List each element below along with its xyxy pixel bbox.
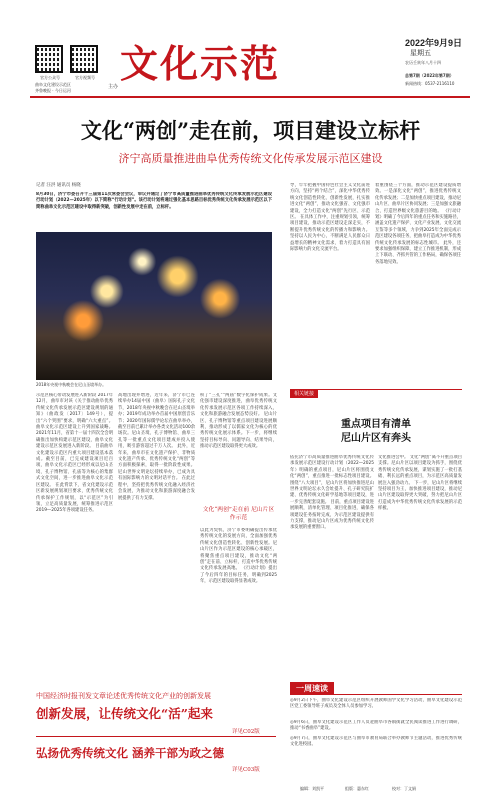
news-hotline: 新闻热线：0537-2116110 [405, 81, 455, 86]
article-column-3a: 积了“三孔”“两庙”数字化保护成果。文化强市建设深度推进，曲阜优秀传统文化传承发展示范区各项工作持续深入，文化和旅游融合发展态势良好。 尼山片区、孔子博物馆等重点项目建设进展顺利，推动形成了以儒家文化为核心的优秀传统文化展示体系。下一步，将继续坚持目标导向、问题导向、结果导向，推动示范区建设取得更大成效。 [200, 393, 277, 450]
footer-proofreader: 校对：丁文娟 [392, 786, 416, 791]
article-column-1: 示范区核心带动发展进入新阶段 2017年12月，曲阜市对该《关于推动曲阜优秀传统文化传承发展示范区建设规划的通知》（曲政发〔2017〕149号），提出“六个突围”要求，明确“六大重点”。曲阜文化示范区建设上升到国家战略。2021年11月，省第十一届十四次全会明确推出加快构建示范区建设，曲阜文化建设示范区发展进入新阶段。 目前曲阜文化建设示范区内重大项目建设基本落成。截至目前，已完成建设项目近百项，曲阜文化示范区已经形成以尼山圣境、孔子博物馆、孔庙等为核心的集群式文化空间，进一步推进曲阜文化示范区建设。 在此背景下，省文化建设示范区新发展规划项目要求，优秀传统文化传承保护工作规划，以“示范区”为引领，立足高质量发展，统筹推进示范区2019—2025年各项建设任务。 [36, 393, 113, 514]
main-subheadline: 济宁高质量推进曲阜优秀传统文化传承发展示范区建设 [118, 152, 383, 165]
related-link-label: 相关链接 [290, 390, 318, 398]
side-story-column-1: 依托济宁市高质量推进曲阜优秀传统文化传承发展示范区建设行动计划（2022—2025年）明确的重点项目，尼山片区将围绕文化“两创”，重点推进一批标志性项目建设。 围绕“八大项目”，尼山片区将加快推进尼山世界文明论坛永久会址提升、孔子研究院扩建、优秀传统文化研学基地等项目建设，进一步完善配套设施。 目前，重点项目建设进展顺利，清单化管理、项目化推进，确保各项建设任务按时完成，为示范区建设提供有力支撑，推动尼山片区成为优秀传统文化传承发展的重要窗口。 [290, 455, 374, 531]
weekly-item-3: ◎9月7日，曲阜文化建设示范区与曲阜市教育局联合举办教师节主题活动，推进优秀传统文化进校园。 [290, 736, 462, 748]
lunar-date: 农历壬寅年八月十四 [405, 60, 441, 65]
weekly-item-2: ◎9月6日，曲阜文化建设示范区工作人员赴曲阜市各镇街就全民阅读推进工作进行调研，推动“书香曲阜”建设。 [290, 720, 462, 732]
qr1-caption: 官方公众号 [40, 75, 60, 80]
article-column-2: 高地出现并增进，近年来，济宁市已连续举办14届中国（曲阜）国际孔子文化节，2018年央视中秋晚会在尼山圣境举办；2019年成功举办首届中国原创音乐节；2020年国际儒学论坛在曲阜举办，截至目前已累计举办各类文化活动100余场次。尼山圣境、孔子博物馆、曲阜三孔等一批重点文化项目建成并投入使用，吸引游客超过千万人次。 此外，近年来，曲阜市在文化遗产保护、非物质文化遗产传承、优秀传统文化“两创”等方面积极探索，取得一批阶段性成果。尼山世界文明论坛持续举办，已成为具有国际影响力的文明对话平台。 在此过程中，坚持把优秀传统文化融入经济社会发展，为推动文化和旅游深度融合发展提供了有力支撑。 [118, 393, 195, 501]
weekly-digest-rule [290, 694, 462, 695]
column-subheading: 文化“两创”走在前 尼山片区作示范 [202, 507, 275, 521]
issue-number: 总第7期（2022年第7期） [405, 73, 454, 78]
promo-divider [36, 736, 276, 737]
sponsor-line-1: 曲阜文化建设示范区 [35, 82, 71, 87]
footer-designer: 组版：惠东红 [345, 786, 369, 791]
byline: 记者 汪洪 通讯员 杨晓 [36, 183, 81, 188]
weekly-item-1: ◎9月2日下午，曲阜文化建设示范区组织开展教师国学文化学习活动，曲阜文化建设示范区党工委领导班子成员及全体人员参加学习。 [290, 698, 462, 710]
masthead-divider [30, 96, 470, 98]
lead-paragraph: 8月30日，济宁市委召开十三届第11次常委会会议，审议并通过了济宁市高质量推进曲阜优秀传统文化传承发展示范区建设行动计划（2022—2025年）以下简称“行动计划”。该行动计划将通过强化基本思路目标优秀传统文化传承发展示范区以下简称曲阜文化示范区建设中取得新突破，创新性发展中走在前，立标杆。 [36, 192, 272, 210]
qr-code-official-account[interactable] [35, 45, 63, 73]
sponsor-line-2: 齐鲁晚报 · 今日运河 [35, 88, 71, 93]
related-link-tag [290, 389, 462, 399]
promo-more-link-1[interactable]: 详见C02版 [232, 729, 260, 735]
promo-headline-2[interactable]: 弘扬优秀传统文化 涵养干部为政之德 [36, 746, 225, 760]
side-story-column-2: 文化推进会中。 文化“两创”离不开重点项目支撑。尼山片区以项目建设为抓手，围绕优秀传统文化传承发展，谋划实施了一批打基础、利长远的重点项目，为示范区高质量发展注入强劲动力。 下一步，尼山片区将继续坚持项目为王，加快推进项目建设，推动尼山片区建设取得更大突破，努力把尼山片区打造成为中华优秀传统文化传承发展的示范样板。 [378, 455, 462, 512]
main-headline: 文化“两创”走在前，项目建设立标杆 [80, 118, 421, 143]
qr2-caption: 官方视频号 [75, 75, 95, 80]
photo-caption: 2018年央视中秋晚会在尼山圣境举办。 [36, 382, 107, 387]
promo-more-link-2[interactable]: 详见C03版 [232, 767, 260, 773]
promo-kicker: 中国经济时报刊发文章论述优秀传统文化产业的创新发展 [36, 692, 211, 700]
sponsor-role: 主办 [108, 84, 119, 90]
masthead [0, 0, 497, 93]
qr-code-video-account[interactable] [70, 45, 98, 73]
side-story-title-2: 尼山片区有奔头 [341, 433, 411, 444]
masthead-logo: 文化示范 [120, 41, 281, 86]
promo-headline-1[interactable]: 创新发展，让传统文化“活”起来 [36, 706, 213, 721]
side-story-title-1: 重点项目有清单 [341, 419, 411, 430]
article-column-5: 着重围绕三个方面，推动示范区建设提质增效。一是深化文化“两创”，推进优秀传统文化传承发展；二是加快重点项目建设，推动尼山片区、曲阜片区协同发展；三是加强文旅融合，打造世界级文化旅游目的地。 《行动计划》明确了今后四年的重点任务和实施路径，涵盖文化遗产保护、文化产业发展、文化交流互鉴等多个领域，力争到2025年全面完成示范区建设各项任务，把曲阜打造成为中华优秀传统文化传承发展的标志性城市。 此外，还要求加强组织保障，建立工作推进机制，形成上下联动、齐抓共管的工作格局，确保各项任务落地见效。 [375, 183, 461, 265]
article-column-4: 导，牢牢把握中国特色社会主义文化前进方向，坚持“两个结合”，深化中华优秀传统文化创造性转化、创新性发展，扎实推进文化“两创”，推动文化强省、文化强市建设，全力打造文化“两创”先行区、示范区。 在具体工作中，注重规划引领，统筹项目建设，推动示范区建设走深走实，不断提升优秀传统文化的传播力和影响力。坚持以人民为中心，不断满足人民群众日益增长的精神文化需求，着力打造具有国际影响力的文化交流平台。 [290, 183, 370, 253]
weekly-digest [288, 682, 464, 782]
footer-editor: 编辑：刘凯平 [300, 786, 324, 791]
article-column-3b: 以此为契机，济宁市委明确提出传承优秀传统文化的发展方向，全面加强优秀传统文化创造性转化、创新性发展。尼山片区作为示范区建设的核心承载区，将聚焦重点项目建设，推动文化“两创”走在前、立标杆，打造中华优秀传统文化传承发展高地。 《行动计划》提出了今后四年的目标任务，明确到2025年，示范区建设取得显著成效。 [200, 528, 277, 585]
issue-date: 2022年9月9日 [405, 38, 463, 48]
weekly-digest-title: 一周速读 [290, 682, 334, 694]
issue-weekday: 星期五 [410, 50, 431, 57]
fireworks-photo [36, 232, 272, 380]
